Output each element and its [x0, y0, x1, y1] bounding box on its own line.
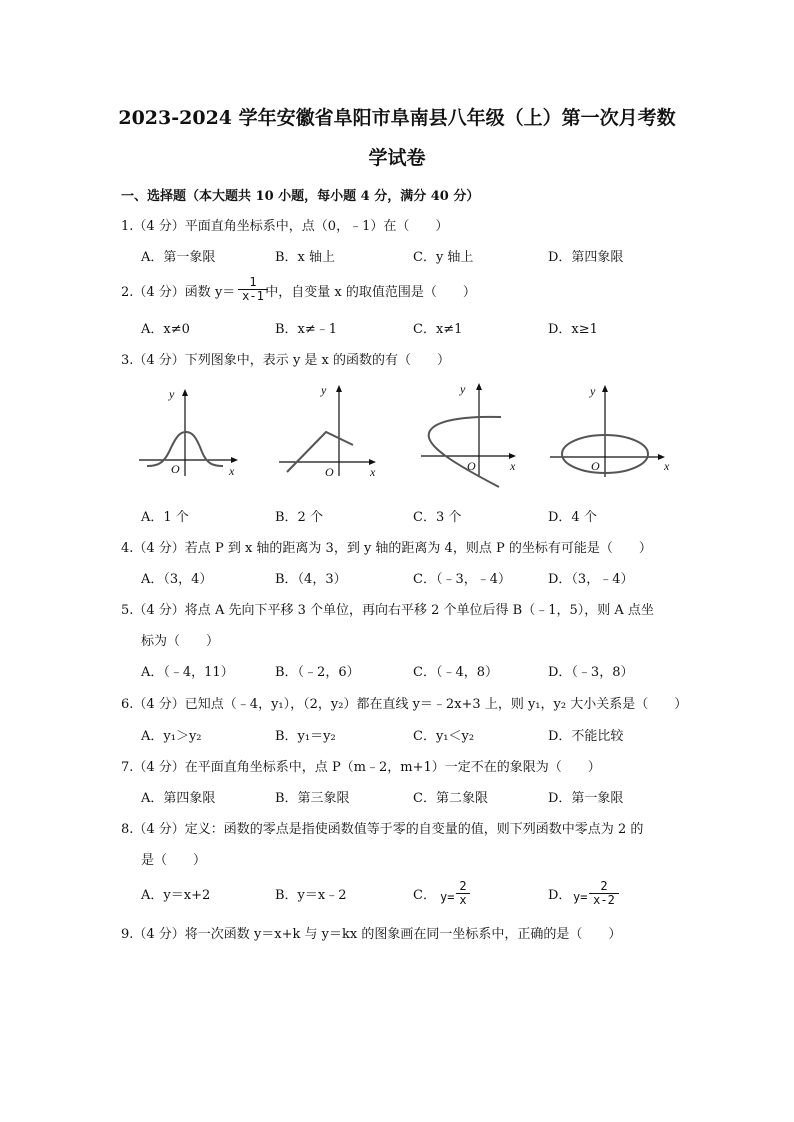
question-2-stem — [121, 285, 476, 301]
q3-option-a: A．1 个 — [141, 510, 189, 525]
q3-option-c: C．3 个 — [413, 510, 462, 525]
x-axis-arrow — [231, 457, 238, 463]
broken-line — [287, 432, 353, 472]
q4-option-c: C．（﹣3，﹣4） — [413, 572, 511, 587]
origin-label: O — [171, 462, 180, 476]
parabola-curve — [429, 417, 501, 487]
q8-option-c-fraction — [456, 880, 470, 907]
q2-option-b: B．x≠﹣1 — [275, 322, 338, 337]
q7-option-b: B．第三象限 — [275, 791, 350, 806]
q8-option-b: B．y＝x﹣2 — [275, 888, 347, 903]
x-label: x — [370, 465, 376, 479]
question-9-stem: 9.（4 分）将一次函数 y＝x+k 与 y＝kx 的图象画在同一坐标系中，正确的是（ ） — [121, 927, 622, 942]
q2-option-c: C．x≠1 — [413, 322, 463, 337]
q4-option-a: A．（3，4） — [141, 572, 213, 587]
question-3-stem: 3.（4 分）下列图象中，表示 y 是 x 的函数的有（ ） — [121, 353, 451, 368]
question-6-stem: 6.（4 分）已知点（﹣4，y₁），（2，y₂）都在直线 y＝﹣2x+3 上，则 y₁，y₂ 大小关系是（ ） — [121, 697, 688, 712]
question-1-stem: 1.（4 分）平面直角坐标系中，点（0，﹣1）在（ ） — [121, 219, 449, 234]
question-4-stem: 4.（4 分）若点 P 到 x 轴的距离为 3，到 y 轴的距离为 4，则点 P 的坐标有可能是（ ） — [121, 541, 652, 556]
question-8-stem: 8.（4 分）定义：函数的零点是指使函数值等于零的自变量的值，则下列函数中零点为 2 的 — [121, 822, 644, 837]
q8-d-numerator: 2 — [589, 880, 619, 894]
origin-label: O — [591, 459, 600, 473]
q4-option-b: B．（4，3） — [275, 572, 347, 587]
q3-option-b: B．2 个 — [275, 510, 323, 525]
y-label: y — [169, 387, 175, 401]
q7-option-c: C．第二象限 — [413, 791, 488, 806]
q3-graph-1 — [135, 380, 250, 480]
y-axis-arrow — [182, 389, 188, 396]
y-label: y — [321, 383, 327, 397]
q5-option-d: D．（﹣3，8） — [548, 665, 634, 680]
q8-d-denominator: x-2 — [593, 893, 615, 907]
y-label: y — [460, 382, 466, 396]
q2-option-a: A．x≠0 — [141, 322, 190, 337]
q5-option-b: B．（﹣2，6） — [275, 665, 360, 680]
q8-option-d: D． — [548, 888, 572, 903]
origin-label: O — [467, 459, 476, 473]
question-5-stem-line2: 标为（ ） — [141, 634, 220, 649]
q5-option-c: C．（﹣4，8） — [413, 665, 498, 680]
q1-option-a: A．第一象限 — [141, 250, 216, 265]
origin-label: O — [325, 465, 334, 479]
y-axis-arrow — [336, 385, 342, 392]
q7-option-a: A．第四象限 — [141, 791, 216, 806]
question-8-stem-line2: 是（ ） — [141, 853, 207, 868]
q3-option-d: D．4 个 — [548, 510, 597, 525]
q2-option-d: D．x≥1 — [548, 322, 598, 337]
q8-option-a: A．y＝x+2 — [141, 888, 211, 903]
q1-option-c: C．y 轴上 — [413, 250, 474, 265]
q8-option-c-prefix: y= — [440, 890, 455, 904]
x-label: x — [229, 464, 235, 478]
q8-c-denominator: x — [459, 893, 467, 907]
q8-option-d-fraction — [589, 880, 619, 907]
y-label: y — [590, 384, 596, 398]
q5-option-a: A．（﹣4，11） — [141, 665, 234, 680]
page-title-line2: 学试卷 — [368, 147, 426, 169]
x-label: x — [510, 459, 516, 473]
q4-option-d: D．（3，﹣4） — [548, 572, 634, 587]
q7-option-d: D．第一象限 — [548, 791, 624, 806]
q6-option-b: B．y₁＝y₂ — [275, 729, 336, 744]
x-label: x — [664, 459, 670, 473]
q8-option-d-prefix: y= — [573, 890, 588, 904]
q6-option-c: C．y₁＜y₂ — [413, 729, 475, 744]
question-5-stem: 5.（4 分）将点 A 先向下平移 3 个单位，再向右平移 2 个单位后得 B（﹣1，5），则 A 点坐 — [121, 603, 654, 618]
q3-graph-2 — [275, 380, 390, 480]
q1-option-d: D．第四象限 — [548, 250, 624, 265]
q2-fraction-denominator: x-1 — [242, 289, 264, 303]
q8-option-c: C． — [413, 888, 436, 903]
q2-stem-post: 中，自变量 x 的取值范围是（ ） — [265, 285, 476, 300]
q2-fraction-numerator: 1 — [238, 276, 268, 290]
section-heading: 一、选择题（本大题共 10 小题，每小题 4 分，满分 40 分） — [121, 189, 480, 204]
y-axis-arrow — [476, 383, 482, 390]
q3-graph-4 — [548, 380, 678, 480]
question-7-stem: 7.（4 分）在平面直角坐标系中，点 P（m﹣2，m+1）一定不在的象限为（ ） — [121, 760, 601, 775]
q2-fraction — [238, 276, 268, 303]
page-title: 2023-2024 学年安徽省阜阳市阜南县八年级（上）第一次月考数 — [118, 107, 676, 129]
q3-graph-3 — [415, 380, 530, 490]
q2-stem-pre: 2.（4 分）函数 y＝ — [121, 285, 236, 300]
q6-option-d: D．不能比较 — [548, 729, 624, 744]
q1-option-b: B．x 轴上 — [275, 250, 336, 265]
q8-c-numerator: 2 — [456, 880, 470, 894]
q6-option-a: A．y₁＞y₂ — [141, 729, 202, 744]
y-axis-arrow — [602, 385, 608, 392]
